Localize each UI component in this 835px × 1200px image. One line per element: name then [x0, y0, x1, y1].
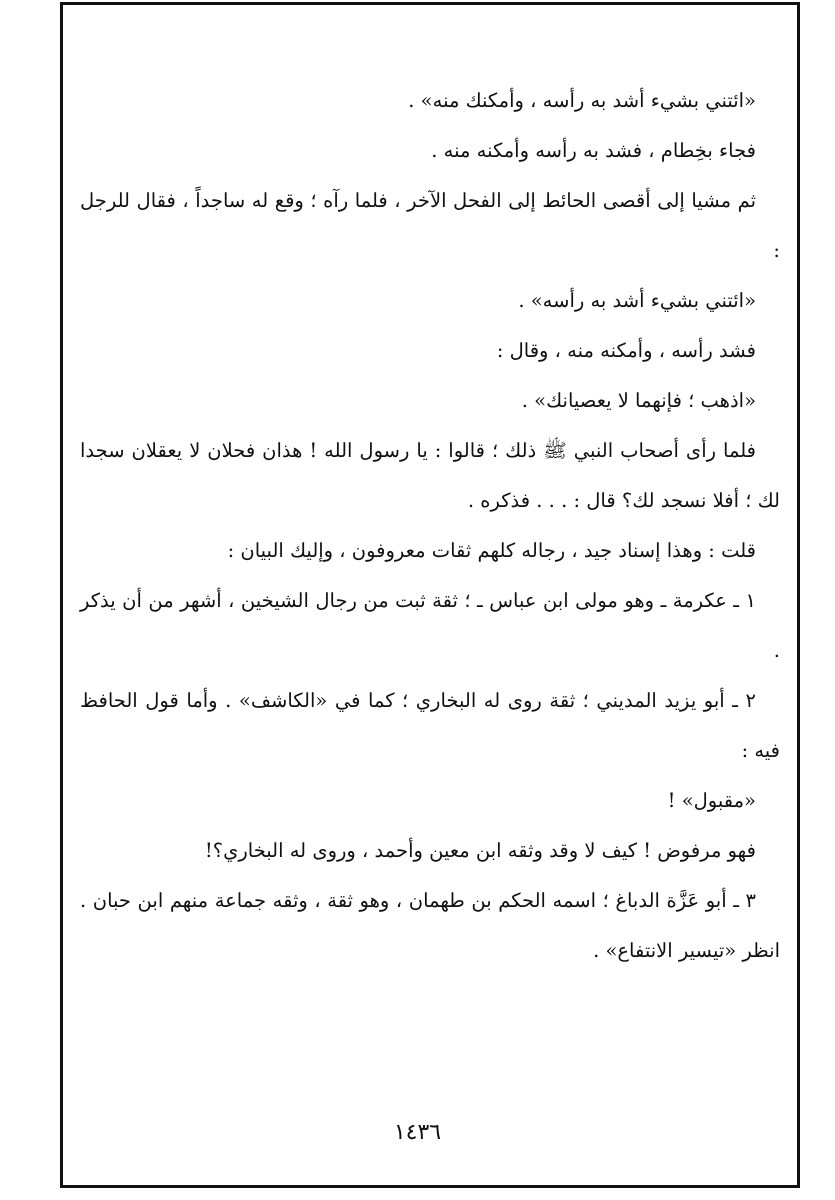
paragraph: ٣ ـ أبو عَزَّة الدباغ ؛ اسمه الحكم بن طهمان ، وهو ثقة ، وثقه جماعة منهم ابن حبان . انظر «تيسير الانتفاع» .: [80, 889, 780, 962]
paragraph: ٢ ـ أبو يزيد المديني ؛ ثقة روى له البخاري ؛ كما في «الكاشف» . وأما قول الحافظ فيه :: [80, 689, 780, 762]
paragraph: «ائتني بشيء أشد به رأسه ، وأمكنك منه» .: [408, 89, 756, 112]
paragraph: «اذهب ؛ فإنهما لا يعصيانك» .: [521, 389, 756, 412]
paragraph: قلت : وهذا إسناد جيد ، رجاله كلهم ثقات معروفون ، وإليك البيان :: [227, 539, 756, 562]
paragraph: فلما رأى أصحاب النبي ﷺ ذلك ؛ قالوا : يا رسول الله ! هذان فحلان لا يعقلان سجدا لك ؛ أفلا نسجد لك؟ قال : . . . فذكره .: [80, 439, 780, 512]
paragraph: فشد رأسه ، وأمكنه منه ، وقال :: [496, 339, 756, 362]
paragraph: «ائتني بشيء أشد به رأسه» .: [518, 289, 756, 312]
paragraph: فجاء بخِطام ، فشد به رأسه وأمكنه منه .: [431, 139, 756, 162]
paragraph: ١ ـ عكرمة ـ وهو مولى ابن عباس ـ ؛ ثقة ثبت من رجال الشيخين ، أشهر من أن يذكر .: [80, 589, 780, 662]
paragraph: «مقبول» !: [667, 789, 756, 812]
paragraph: ثم مشيا إلى أقصى الحائط إلى الفحل الآخر ، فلما رآه ؛ وقع له ساجداً ، فقال للرجل :: [80, 189, 780, 262]
page-number: ١٤٣٦: [393, 1120, 442, 1145]
paragraph: فهو مرفوض ! كيف لا وقد وثقه ابن معين وأحمد ، وروى له البخاري؟!: [204, 839, 756, 862]
page-body: [80, 76, 780, 976]
